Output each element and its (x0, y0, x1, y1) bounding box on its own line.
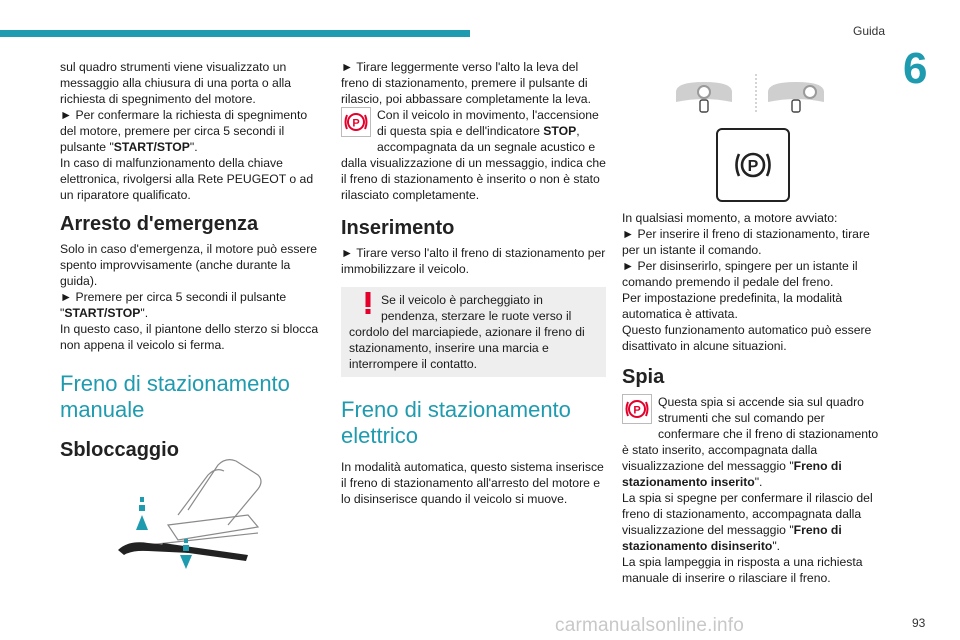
parking-brake-warning-icon (341, 107, 371, 141)
paragraph: La spia lampeggia in risposta a una richiesta manuale di inserire o rilasciare il freno. (622, 555, 863, 585)
column-3 (622, 210, 887, 586)
column-2 (341, 59, 606, 507)
paragraph: P Questa spia si accende sia sul quadro strumenti che sul comando per confermare che il freno di stazionamento è stato inserito, accompagnata dalla visualizzazione del messaggio "Freno di stazionamento inserito". (622, 395, 879, 489)
heading-freno-manuale: Freno di stazionamento manuale (60, 371, 290, 422)
heading-emergenza: Arresto d'emergenza (60, 213, 259, 235)
paragraph: In modalità automatica, questo sistema inserisce il freno di stazionamento all'arresto del motore e lo disinserisce quando il veicolo si muove. (341, 460, 604, 506)
paragraph: ► Tirare leggermente verso l'alto la leva del freno di stazionamento, premere il pulsante di rilascio, poi abbassare completamente la leva. (341, 60, 591, 106)
chapter-number: 6 (903, 44, 928, 93)
paragraph: ► Premere per circa 5 secondi il pulsante "START/STOP". (60, 290, 287, 320)
paragraph: Solo in caso d'emergenza, il motore può essere spento improvvisamente (anche durante la guida). (60, 242, 318, 288)
heading-inserimento: Inserimento (341, 217, 455, 239)
column-1 (60, 59, 320, 461)
paragraph: In qualsiasi momento, a motore avviato: (622, 211, 838, 225)
paragraph: P Con il veicolo in movimento, l'accensione di questa spia e dell'indicatore STOP, accompagnata da un segnale acustico e dalla visualizzazione di un messaggio, indica che il freno di stazionamento è inserito o non è stato rilasciato completamente. (341, 108, 606, 202)
warning-exclamation-icon (365, 292, 371, 318)
heading-sbloccaggio: Sbloccaggio (60, 439, 179, 461)
paragraph: ► Tirare verso l'alto il freno di stazionamento per immobilizzare il veicolo. (341, 246, 606, 276)
paragraph: La spia si spegne per confermare il rilascio del freno di stazionamento, accompagnata dalla visualizzazione del messaggio "Freno di stazionamento disinserito". (622, 491, 873, 553)
electric-parking-brake-switch-icon (716, 128, 790, 202)
paragraph: ► Per disinserirlo, spingere per un istante il comando premendo il pedale del freno. (622, 259, 858, 289)
paragraph: ► Per inserire il freno di stazionamento, tirare per un istante il comando. (622, 227, 870, 257)
svg-text:P: P (747, 158, 759, 175)
svg-text:P: P (633, 404, 641, 417)
paragraph: Per impostazione predefinita, la modalità automatica è attivata. (622, 291, 843, 321)
steering-wheel-icons (672, 72, 842, 117)
steering-wheel-icon (676, 82, 732, 112)
handbrake-lever-illustration (108, 455, 268, 570)
paragraph: In caso di malfunzionamento della chiave elettronica, rivolgersi alla Rete PEUGEOT o ad un riparatore qualificato. (60, 156, 314, 202)
paragraph: In questo caso, il piantone dello sterzo si blocca non appena il veicolo si ferma. (60, 322, 319, 352)
paragraph: sul quadro strumenti viene visualizzato un messaggio alla chiusura di una porta o alla richiesta di spegnimento del motore. (60, 60, 292, 106)
heading-spia: Spia (622, 366, 665, 388)
paragraph: ► Per confermare la richiesta di spegnimento del motore, premere per circa 5 secondi il pulsante "START/STOP". (60, 108, 308, 154)
warning-note: Se il veicolo è parcheggiato in pendenza, sterzare le ruote verso il cordolo del marciapiede, azionare il freno di stazionamento, inserire una marcia e interrompere il contatto. (341, 287, 606, 377)
watermark: carmanualsonline.info (555, 615, 745, 636)
paragraph: Questo funzionamento automatico può essere disattivato in alcune situazioni. (622, 323, 872, 353)
header-bar (0, 30, 470, 37)
page-number: 93 (912, 616, 926, 630)
section-title: Guida (853, 24, 886, 38)
steering-wheel-icon (768, 82, 824, 112)
heading-freno-elettrico: Freno di stazionamento elettrico (341, 397, 571, 448)
svg-text:P: P (352, 117, 360, 130)
parking-brake-warning-icon (622, 394, 652, 428)
